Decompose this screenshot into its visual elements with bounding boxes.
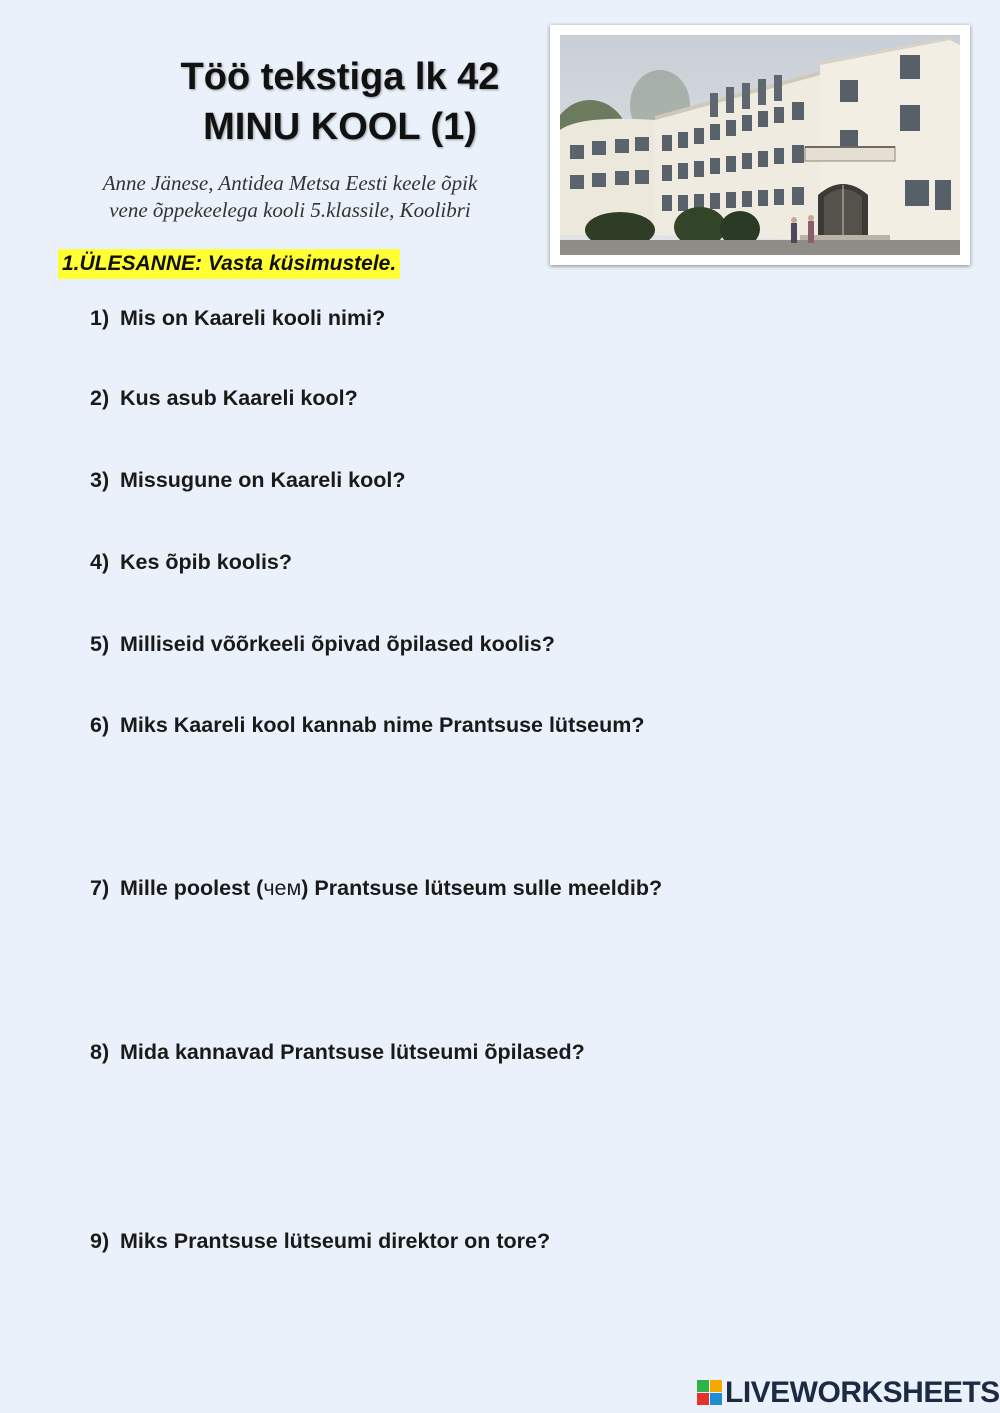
question-number: 8) xyxy=(90,1040,110,1064)
question-8 xyxy=(90,1038,585,1066)
question-2 xyxy=(90,384,358,412)
title-line-2: MINU KOOL (1) xyxy=(203,106,477,148)
question-text: Missugune on Kaareli kool? xyxy=(120,468,406,492)
question-9 xyxy=(90,1227,550,1255)
source-line-2: vene õppekeelega kooli 5.klassile, Koolibri xyxy=(109,198,471,222)
source-line-1: Anne Jänese, Antidea Metsa Eesti keele õpik xyxy=(102,171,478,195)
question-text: Milliseid võõrkeeli õpivad õpilased koolis? xyxy=(120,632,555,656)
question-number: 3) xyxy=(90,468,110,492)
question-7 xyxy=(90,874,662,902)
question-5 xyxy=(90,630,555,658)
question-text-russian: чем xyxy=(263,876,302,900)
question-4 xyxy=(90,548,292,576)
question-3 xyxy=(90,466,406,494)
source-citation xyxy=(60,170,520,224)
question-number: 4) xyxy=(90,550,110,574)
logo-text: LIVEWORKSHEETS xyxy=(725,1376,1000,1409)
liveworksheets-logo[interactable] xyxy=(697,1377,1000,1409)
task-heading: 1.ÜLESANNE: Vasta küsimustele. xyxy=(58,249,400,279)
question-number: 2) xyxy=(90,386,110,410)
question-number: 1) xyxy=(90,306,110,330)
question-number: 7) xyxy=(90,876,110,900)
question-number: 6) xyxy=(90,713,110,737)
question-number: 9) xyxy=(90,1229,110,1253)
question-text: Mida kannavad Prantsuse lütseumi õpilased? xyxy=(120,1040,585,1064)
question-text: Kus asub Kaareli kool? xyxy=(120,386,358,410)
question-6 xyxy=(90,711,645,739)
question-text-before: Mille poolest ( xyxy=(120,876,264,900)
question-text: Miks Kaareli kool kannab nime Prantsuse lütseum? xyxy=(120,713,645,737)
question-1 xyxy=(90,304,385,332)
question-number: 5) xyxy=(90,632,110,656)
question-text-after: ) Prantsuse lütseum sulle meeldib? xyxy=(301,876,663,900)
worksheet-title xyxy=(60,52,620,152)
school-building-image xyxy=(560,35,960,255)
question-text: Kes õpib koolis? xyxy=(120,550,293,574)
question-text: Mis on Kaareli kooli nimi? xyxy=(120,306,386,330)
question-text: Miks Prantsuse lütseumi direktor on tore? xyxy=(120,1229,551,1253)
liveworksheets-logo-icon xyxy=(697,1380,723,1406)
title-line-1: Töö tekstiga lk 42 xyxy=(180,56,500,98)
school-photo xyxy=(550,25,970,265)
